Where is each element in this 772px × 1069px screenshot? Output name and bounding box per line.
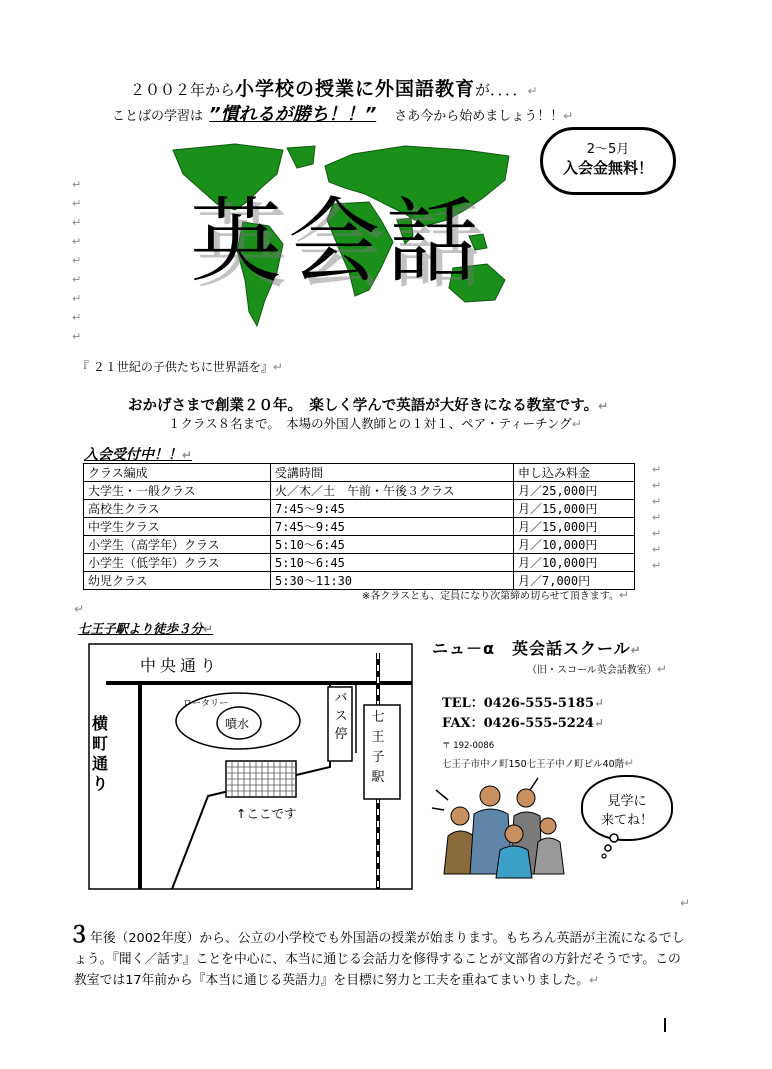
headline-line2 [112,100,573,126]
access-map [88,643,414,891]
paragraph-marks-right [652,463,661,575]
map-label-fountain: 噴水 [225,717,250,731]
map-label-char: 町 [92,734,109,753]
paragraph-marks-left [72,178,81,349]
school-name-text: ニュ－α 英会話スクール [432,639,631,658]
access-title-text: 七王子駅より徒歩３分 [78,621,204,636]
table-note-text: ※各クラスとも、定員になり次第締め切らせて頂きます。 [362,591,619,602]
map-label-char: り [92,774,109,793]
headline-line1 [130,74,538,101]
tagline-text: おかげさまで創業２０年。 楽しく学んで英語が大好きになる教室です。 [128,398,599,414]
return-mark: ↵ [652,559,662,572]
table-row [84,536,635,554]
table-cell: 火／木／土 午前・午後３クラス [271,482,514,500]
map-label-char: ス [334,709,348,724]
motto: ”慣れるが勝ち！！” [209,104,377,125]
table-header: 受講時間 [271,464,514,482]
return-mark: ↵ [527,84,538,98]
return-mark: ↵ [652,479,662,492]
headline-prefix: ２００２年から [130,81,236,99]
return-mark: ↵ [630,643,642,657]
table-cell: 高校生クラス [84,500,271,518]
map-caption [77,358,283,375]
headline-big: 小学校の授業に外国語教育 [235,78,476,100]
return-mark: ↵ [571,417,582,431]
table-cell: 5:10～6:45 [271,554,514,572]
table-cell: 7:45～9:45 [271,500,514,518]
return-mark: ↵ [656,662,667,676]
school-name [432,636,642,659]
return-mark: ↵ [652,495,662,508]
table-cell: 5:30～11:30 [271,572,514,590]
school-fax [442,712,604,731]
map-label-street-top: 中央通り [140,653,220,676]
table-cell: 7:45～9:45 [271,518,514,536]
table-cell: 月／15,000円 [514,500,635,518]
return-mark: ↵ [618,588,630,602]
table-row [84,500,635,518]
return-mark: ↵ [72,254,82,267]
table-cell: 月／7,000円 [514,572,635,590]
return-mark: ↵ [652,543,662,556]
subline-text: １クラス８名まで。 本場の外国人教師との１対１、ペア・ティーチング [168,416,572,431]
table-header: クラス編成 [84,464,271,482]
headline-suffix: が．．．． [475,81,528,99]
return-mark: ↵ [589,973,600,987]
return-mark: ↵ [272,360,283,374]
return-mark: ↵ [72,178,82,191]
dropcap: ３ [68,923,91,948]
return-mark: ↵ [72,292,82,305]
tagline [128,394,608,415]
return-mark: ↵ [72,273,82,286]
table-cell: 月／15,000円 [514,518,635,536]
table-cell: 月／25,000円 [514,482,635,500]
return-mark: ↵ [680,896,691,910]
page-title: 英会話 [190,188,485,295]
school-former-name [527,661,667,676]
return-mark: ↵ [203,622,214,636]
school-address [442,756,634,770]
fax-text: FAX：0426-555-5224 [442,716,594,731]
headline2-prefix: ことばの学習は [112,109,204,124]
school-sub-text: （旧・スコール英会話教室） [527,665,657,676]
speech-bubble-tail [600,832,630,862]
table-cell: 大学生・一般クラス [84,482,271,500]
map-label-station [370,708,386,788]
return-mark: ↵ [72,311,82,324]
excitement-line [530,778,538,790]
return-mark: ↵ [652,463,662,476]
table-cell: 月／10,000円 [514,536,635,554]
return-mark: ↵ [563,109,574,123]
excitement-line [432,808,444,810]
return-mark: ↵ [594,696,605,710]
free-entry-badge [540,127,676,195]
return-mark: ↵ [652,511,662,524]
caption-text: 『 ２１世紀の子供たちに世界語を』 [77,360,273,374]
return-mark: ↵ [74,602,85,616]
bubble-line1: 見学に [607,794,647,809]
excitement-line [436,790,448,800]
map-label-here: ↑ここです [236,806,297,821]
map-label-street-left [92,714,108,794]
table-row [84,482,635,500]
badge-period: 2～5月 [586,142,630,157]
bubble-line2: 来てね！ [600,813,653,828]
table-row [84,518,635,536]
return-mark: ↵ [72,197,82,210]
table-cell: 幼児クラス [84,572,271,590]
subline [168,414,582,432]
page-cursor-bar [664,1018,666,1032]
map-label-char: 子 [371,750,385,765]
people-clipart [430,770,570,880]
body-paragraph [68,923,686,991]
school-postal-code: 〒 192-0086 [442,741,495,751]
table-cell: 小学生（低学年）クラス [84,554,271,572]
map-label-char: 横 [92,714,109,733]
return-mark: ↵ [72,235,82,248]
return-mark: ↵ [72,330,82,343]
map-label-rotary: ロータリー [183,699,229,709]
return-mark: ↵ [624,756,635,770]
school-tel [442,692,604,711]
map-label-char: 駅 [371,770,385,785]
table-cell: 5:10～6:45 [271,536,514,554]
map-label-char: 七 [371,710,385,725]
return-mark: ↵ [598,399,609,413]
table-header-row [84,464,635,482]
table-header: 申し込み料金 [514,464,635,482]
table-cell: 小学生（高学年）クラス [84,536,271,554]
map-label-char: 通 [92,754,109,773]
return-mark: ↵ [652,527,662,540]
map-label-char: 王 [371,730,385,745]
map-label-char: 停 [334,727,348,742]
return-mark: ↵ [182,448,193,462]
tel-text: TEL：0426-555-5185 [442,696,595,711]
access-title [78,619,213,637]
table-cell: 中学生クラス [84,518,271,536]
class-table [83,463,635,590]
entry-title [84,444,192,464]
return-mark: ↵ [72,216,82,229]
table-note [362,587,629,602]
map-label-bus-stop [333,690,349,744]
paragraph-text: 年後（2002年度）から、公立の小学校でも外国語の授業が始まります。もちろん英語が主流になるでしょう。『聞く／話す』ことを中心に、本当に通じる会話力を修得することが文部省の方針だそうです。この教室では17年前から『本当に通じる英語力』を目標に努力と工夫を重ねてまいりました。 [74,931,685,988]
map-label-char: バ [334,691,348,706]
table-cell: 月／10,000円 [514,554,635,572]
entry-title-text: 入会受付中！！ [84,447,182,463]
badge-text: 入会金無料！ [562,159,653,177]
table-row [84,554,635,572]
address-text: 七王子市中ノ町150七王子中ノ町ビル40階 [442,759,625,770]
return-mark: ↵ [593,716,604,730]
headline2-suffix: さあ今から始めましょう！！ [394,109,564,124]
